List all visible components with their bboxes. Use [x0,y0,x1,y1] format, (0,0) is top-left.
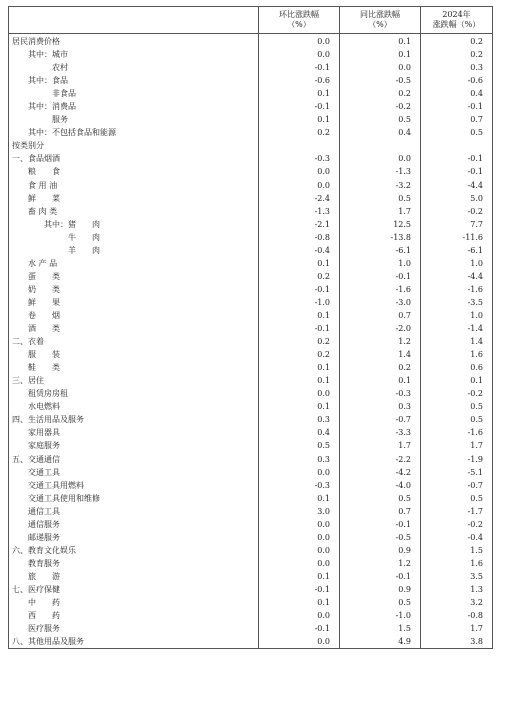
table-row [9,283,493,296]
cell-ytd: 5.0 [421,192,493,205]
cell-ytd: 1.6 [421,348,493,361]
cell-ytd: 0.2 [421,34,493,49]
table-row [9,531,493,544]
table-row [9,635,493,649]
row-label: 其中：食品 [9,74,259,87]
table-row [9,322,493,335]
row-label: 五、交通通信 [9,453,259,466]
cell-ytd: 0.1 [421,374,493,387]
cell-ytd: -4.4 [421,179,493,192]
row-label: 水电燃料 [9,400,259,413]
cell-ytd: 1.0 [421,309,493,322]
table-row [9,570,493,583]
row-label: 奶 类 [9,283,259,296]
cell-mom: 3.0 [259,505,340,518]
cell-mom: 0.2 [259,348,340,361]
cell-yoy: -0.3 [340,387,421,400]
row-label: 租赁房房租 [9,387,259,400]
cell-ytd: 0.4 [421,87,493,100]
cell-mom: 0.1 [259,596,340,609]
cell-mom: 0.0 [259,609,340,622]
table-row [9,244,493,257]
header-mom: 环比涨跌幅 （%） [259,7,340,34]
cell-mom: 0.1 [259,113,340,126]
table-row [9,152,493,165]
cell-ytd: -11.6 [421,231,493,244]
cell-ytd: -6.1 [421,244,493,257]
table-row [9,100,493,113]
cell-mom: 0.0 [259,34,340,49]
cell-yoy: 1.2 [340,335,421,348]
cell-mom: -0.1 [259,61,340,74]
row-label: 医疗服务 [9,622,259,635]
cell-ytd: -0.1 [421,152,493,165]
cell-yoy: 0.3 [340,400,421,413]
row-label: 鲜 菜 [9,192,259,205]
row-label: 教育服务 [9,557,259,570]
cell-ytd: -4.4 [421,270,493,283]
table-row [9,48,493,61]
row-label: 交通工具使用和维修 [9,492,259,505]
cell-ytd: 0.7 [421,113,493,126]
cell-mom: 0.1 [259,492,340,505]
cell-ytd: 1.6 [421,557,493,570]
cell-mom: 0.1 [259,87,340,100]
table-row [9,192,493,205]
cell-yoy: 0.2 [340,87,421,100]
cell-ytd: -0.2 [421,205,493,218]
cell-yoy: -13.8 [340,231,421,244]
row-label: 交通工具用燃料 [9,479,259,492]
header-item [9,7,259,34]
cell-mom: 0.3 [259,453,340,466]
cell-ytd: 3.5 [421,570,493,583]
cell-yoy: -4.0 [340,479,421,492]
row-label: 蛋 类 [9,270,259,283]
cell-mom: 0.0 [259,165,340,178]
cell-ytd: -3.5 [421,296,493,309]
table-row [9,270,493,283]
cell-ytd: 1.5 [421,544,493,557]
cell-yoy: -0.1 [340,518,421,531]
row-label: 八、其他用品及服务 [9,635,259,649]
cell-yoy: 0.1 [340,48,421,61]
cell-yoy: 0.9 [340,544,421,557]
cell-yoy: -3.3 [340,426,421,439]
table-row [9,544,493,557]
cell-ytd: -0.6 [421,74,493,87]
row-label: 水 产 品 [9,257,259,270]
cell-ytd: -1.7 [421,505,493,518]
cell-yoy: 0.4 [340,126,421,139]
cell-mom: -2.1 [259,218,340,231]
table-row [9,113,493,126]
header-row [9,7,493,34]
row-label: 鲜 果 [9,296,259,309]
cell-mom: 0.0 [259,387,340,400]
cell-ytd [421,139,493,152]
cell-yoy: 0.1 [340,374,421,387]
row-label: 其中：城市 [9,48,259,61]
table-row [9,413,493,426]
cell-ytd: -1.6 [421,283,493,296]
cell-mom: 0.1 [259,361,340,374]
cell-yoy: 0.5 [340,113,421,126]
cell-mom: 0.0 [259,518,340,531]
table-row [9,492,493,505]
cell-ytd: 3.2 [421,596,493,609]
row-label: 家庭服务 [9,439,259,452]
row-label: 邮递服务 [9,531,259,544]
cell-ytd: -0.7 [421,479,493,492]
cell-mom: -0.8 [259,231,340,244]
row-label: 中 药 [9,596,259,609]
header-yoy: 同比涨跌幅 （%） [340,7,421,34]
cell-yoy: 0.5 [340,492,421,505]
table-row [9,466,493,479]
row-label: 粮 食 [9,165,259,178]
row-label: 西 药 [9,609,259,622]
cell-yoy: -1.3 [340,165,421,178]
cell-yoy: 0.5 [340,596,421,609]
table-row [9,361,493,374]
table-row [9,439,493,452]
cell-yoy: 0.0 [340,152,421,165]
table-row [9,505,493,518]
cell-mom: 0.1 [259,257,340,270]
cell-yoy: 0.9 [340,583,421,596]
cell-yoy: 1.4 [340,348,421,361]
row-label: 鞋 类 [9,361,259,374]
cell-ytd: 0.6 [421,361,493,374]
row-label: 非食品 [9,87,259,100]
cell-yoy: -6.1 [340,244,421,257]
row-label: 四、生活用品及服务 [9,413,259,426]
row-label: 二、衣着 [9,335,259,348]
cell-ytd: -1.4 [421,322,493,335]
row-label: 牛 肉 [9,231,259,244]
table-row [9,74,493,87]
row-label: 居民消费价格 [9,34,259,49]
cell-yoy: -0.5 [340,74,421,87]
table-row [9,231,493,244]
cell-mom [259,139,340,152]
table-row [9,387,493,400]
cell-yoy: 1.2 [340,557,421,570]
cell-ytd: 3.8 [421,635,493,649]
cpi-table [8,6,493,649]
table-row [9,426,493,439]
cell-mom: 0.2 [259,270,340,283]
cell-mom: -0.3 [259,152,340,165]
row-label: 一、食品烟酒 [9,152,259,165]
cell-ytd: -1.9 [421,453,493,466]
cell-yoy: 0.1 [340,34,421,49]
row-label: 其中：消费品 [9,100,259,113]
row-label: 六、教育文化娱乐 [9,544,259,557]
cell-mom: 0.2 [259,126,340,139]
cell-yoy: 1.0 [340,257,421,270]
cell-mom: 0.0 [259,635,340,649]
cell-mom: 0.1 [259,400,340,413]
cell-ytd: -0.1 [421,100,493,113]
row-label: 交通工具 [9,466,259,479]
cell-mom: -0.4 [259,244,340,257]
cell-yoy: 0.5 [340,192,421,205]
cell-ytd: 1.7 [421,439,493,452]
cell-yoy: -1.6 [340,283,421,296]
cell-mom: -2.4 [259,192,340,205]
table-row [9,257,493,270]
cell-ytd: 0.2 [421,48,493,61]
table-row [9,205,493,218]
cell-ytd: 0.3 [421,61,493,74]
cell-ytd: -0.1 [421,165,493,178]
cell-mom: 0.1 [259,570,340,583]
cell-ytd: -0.4 [421,531,493,544]
cell-yoy: 1.7 [340,205,421,218]
cell-yoy: -3.2 [340,179,421,192]
row-label: 农村 [9,61,259,74]
cell-yoy: -0.1 [340,570,421,583]
table-row [9,518,493,531]
cell-yoy: -2.0 [340,322,421,335]
cell-mom: 0.1 [259,309,340,322]
table-row [9,309,493,322]
row-label: 按类别分 [9,139,259,152]
table-row [9,296,493,309]
cell-mom: -1.0 [259,296,340,309]
row-label: 通信服务 [9,518,259,531]
cell-ytd: 0.5 [421,126,493,139]
row-label: 通信工具 [9,505,259,518]
cell-mom: -0.1 [259,100,340,113]
cell-mom: 0.0 [259,544,340,557]
table-row [9,165,493,178]
table-row [9,34,493,49]
cell-mom: -0.3 [259,479,340,492]
cell-mom: 0.0 [259,557,340,570]
cell-ytd: -0.8 [421,609,493,622]
row-label: 酒 类 [9,322,259,335]
cpi-table-container [8,6,492,649]
table-row [9,87,493,100]
cell-mom: -0.6 [259,74,340,87]
cell-mom: -1.3 [259,205,340,218]
header-ytd: 2024年 涨跌幅（%） [421,7,493,34]
cell-ytd: 1.3 [421,583,493,596]
cell-yoy: -0.1 [340,270,421,283]
row-label: 食 用 油 [9,179,259,192]
cell-mom: -0.1 [259,583,340,596]
table-row [9,583,493,596]
cell-ytd: -0.2 [421,387,493,400]
row-label: 卷 烟 [9,309,259,322]
table-row [9,335,493,348]
cell-yoy [340,139,421,152]
row-label: 服务 [9,113,259,126]
cell-ytd: 7.7 [421,218,493,231]
row-label: 三、居住 [9,374,259,387]
table-row [9,139,493,152]
cell-yoy: 4.9 [340,635,421,649]
row-label: 服 装 [9,348,259,361]
cell-mom: -0.1 [259,322,340,335]
cell-ytd: 1.0 [421,257,493,270]
table-row [9,61,493,74]
cell-mom: -0.1 [259,622,340,635]
cell-mom: 0.4 [259,426,340,439]
cell-ytd: -0.2 [421,518,493,531]
table-row [9,596,493,609]
cell-mom: 0.5 [259,439,340,452]
cell-mom: 0.1 [259,374,340,387]
row-label: 羊 肉 [9,244,259,257]
cell-ytd: 0.5 [421,413,493,426]
cell-mom: 0.0 [259,466,340,479]
cell-yoy: 0.7 [340,505,421,518]
cell-ytd: 1.4 [421,335,493,348]
table-row [9,179,493,192]
cell-ytd: -1.6 [421,426,493,439]
cell-yoy: -0.5 [340,531,421,544]
table-row [9,609,493,622]
row-label: 其中：猪 肉 [9,218,259,231]
cell-yoy: -0.2 [340,100,421,113]
cell-yoy: -2.2 [340,453,421,466]
row-label: 七、医疗保健 [9,583,259,596]
table-row [9,348,493,361]
row-label: 畜 肉 类 [9,205,259,218]
cell-mom: -0.1 [259,283,340,296]
table-row [9,557,493,570]
cell-mom: 0.0 [259,48,340,61]
cell-yoy: 0.2 [340,361,421,374]
table-row [9,453,493,466]
cell-yoy: -3.0 [340,296,421,309]
cell-yoy: 1.5 [340,622,421,635]
table-row [9,622,493,635]
cell-ytd: 1.7 [421,622,493,635]
cell-yoy: -4.2 [340,466,421,479]
cell-yoy: 1.7 [340,439,421,452]
cell-yoy: 0.0 [340,61,421,74]
table-row [9,374,493,387]
cell-yoy: 12.5 [340,218,421,231]
table-body [9,34,493,649]
table-row [9,400,493,413]
cell-mom: 0.0 [259,179,340,192]
cell-yoy: -0.7 [340,413,421,426]
table-row [9,479,493,492]
row-label: 旅 游 [9,570,259,583]
cell-ytd: 0.5 [421,492,493,505]
row-label: 其中：不包括食品和能源 [9,126,259,139]
cell-yoy: -1.0 [340,609,421,622]
cell-yoy: 0.7 [340,309,421,322]
row-label: 家用器具 [9,426,259,439]
cell-mom: 0.3 [259,413,340,426]
cell-ytd: 0.5 [421,400,493,413]
cell-mom: 0.0 [259,531,340,544]
cell-ytd: -5.1 [421,466,493,479]
table-row [9,218,493,231]
cell-mom: 0.2 [259,335,340,348]
table-row [9,126,493,139]
